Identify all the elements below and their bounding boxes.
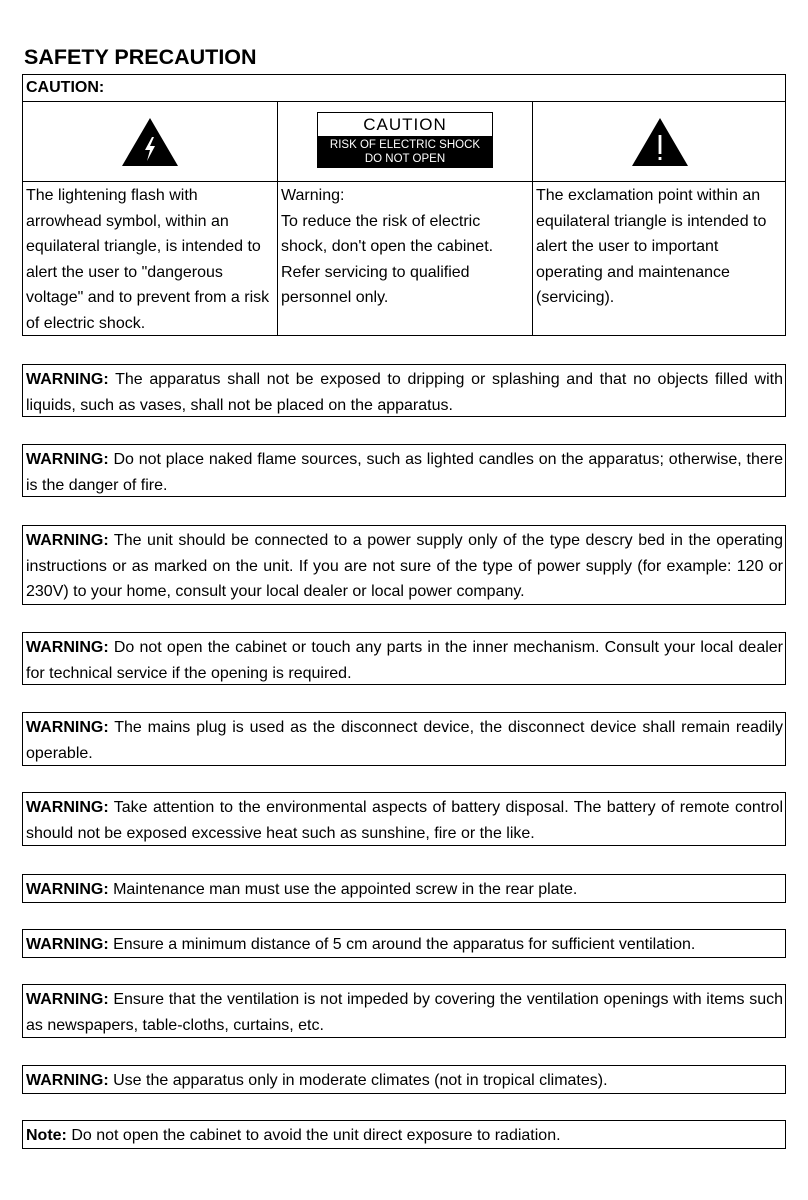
warning-label: WARNING: <box>26 799 109 816</box>
warning-text: Ensure a minimum distance of 5 cm around the apparatus for sufficient ventilation. <box>108 936 696 953</box>
note-text: Do not open the cabinet to avoid the unit direct exposure to radiation. <box>66 1127 561 1144</box>
exclamation-triangle-icon <box>631 117 689 167</box>
warning-box <box>22 712 786 766</box>
caution-label-line2: DO NOT OPEN <box>364 152 446 165</box>
caution-label-line1: RISK OF ELECTRIC SHOCK <box>329 138 481 151</box>
caution-header: CAUTION: <box>23 75 785 102</box>
warning-label: WARNING: <box>26 719 109 736</box>
warning-label: WARNING: <box>26 639 109 656</box>
warning-label: WARNING: <box>26 371 109 388</box>
warning-text: The mains plug is used as the disconnect device, the disconnect device shall remain readily operable. <box>26 719 783 762</box>
exclamation-triangle-cell <box>533 102 787 181</box>
warning-label: WARNING: <box>26 936 109 953</box>
caution-table <box>22 74 786 336</box>
warning-box <box>22 632 786 685</box>
warning-text: Do not place naked flame sources, such as lighted candles on the apparatus; otherwise, there is the danger of fire. <box>26 451 783 494</box>
warning-box <box>22 525 786 605</box>
warning-text: Ensure that the ventilation is not impeded by covering the ventilation openings with items such as newspapers, table-cloths, curtains, etc. <box>26 991 783 1034</box>
warning-label: WARNING: <box>26 881 109 898</box>
warning-box <box>22 792 786 846</box>
warning-label: WARNING: <box>26 532 109 549</box>
warning-box <box>22 364 786 417</box>
warning-text: Do not open the cabinet or touch any parts in the inner mechanism. Consult your local dealer for technical service if the opening is required. <box>26 639 783 682</box>
lightning-description: The lightening flash with arrowhead symbol, within an equilateral triangle, is intended to alert the user to "dangerous voltage" and to prevent from a risk of electric shock. <box>26 187 270 332</box>
caution-label-cell <box>278 102 532 181</box>
warning-heading: Warning: <box>281 187 345 204</box>
warning-box <box>22 929 786 958</box>
warning-text: Maintenance man must use the appointed screw in the rear plate. <box>108 881 578 898</box>
lightning-triangle-cell <box>23 102 277 181</box>
warning-text: Take attention to the environmental aspects of battery disposal. The battery of remote control should not be exposed excessive heat such as sunshine, fire or the like. <box>26 799 783 842</box>
warning-body: To reduce the risk of electric shock, don't open the cabinet. Refer servicing to qualified personnel only. <box>281 212 494 307</box>
caution-label-subtitle <box>318 136 492 167</box>
warning-label: WARNING: <box>26 451 109 468</box>
exclamation-description: The exclamation point within an equilateral triangle is intended to alert the user to important operating and maintenance (servicing). <box>536 187 767 307</box>
warning-box <box>22 1065 786 1094</box>
page-title: SAFETY PRECAUTION <box>24 45 257 69</box>
caution-label-title: CAUTION <box>363 114 447 134</box>
row-divider <box>23 181 785 182</box>
warning-box <box>22 874 786 903</box>
caution-label <box>317 112 493 168</box>
warning-box <box>22 444 786 497</box>
warning-text: The unit should be connected to a power supply only of the type descry bed in the operating instructions or as marked on the unit. If you are not sure of the type of power supply (for example: 120 or 230V) to your home, consult your local dealer or local power company. <box>26 532 783 601</box>
warning-description <box>278 183 532 311</box>
warning-text: Use the apparatus only in moderate climates (not in tropical climates). <box>108 1072 608 1089</box>
lightning-triangle-icon <box>121 117 179 167</box>
warning-box <box>22 984 786 1038</box>
warning-text: The apparatus shall not be exposed to dripping or splashing and that no objects filled with liquids, such as vases, shall not be placed on the apparatus. <box>26 371 783 414</box>
warning-label: WARNING: <box>26 991 109 1008</box>
note-label: Note: <box>26 1127 67 1144</box>
note-box <box>22 1120 786 1149</box>
warning-label: WARNING: <box>26 1072 109 1089</box>
